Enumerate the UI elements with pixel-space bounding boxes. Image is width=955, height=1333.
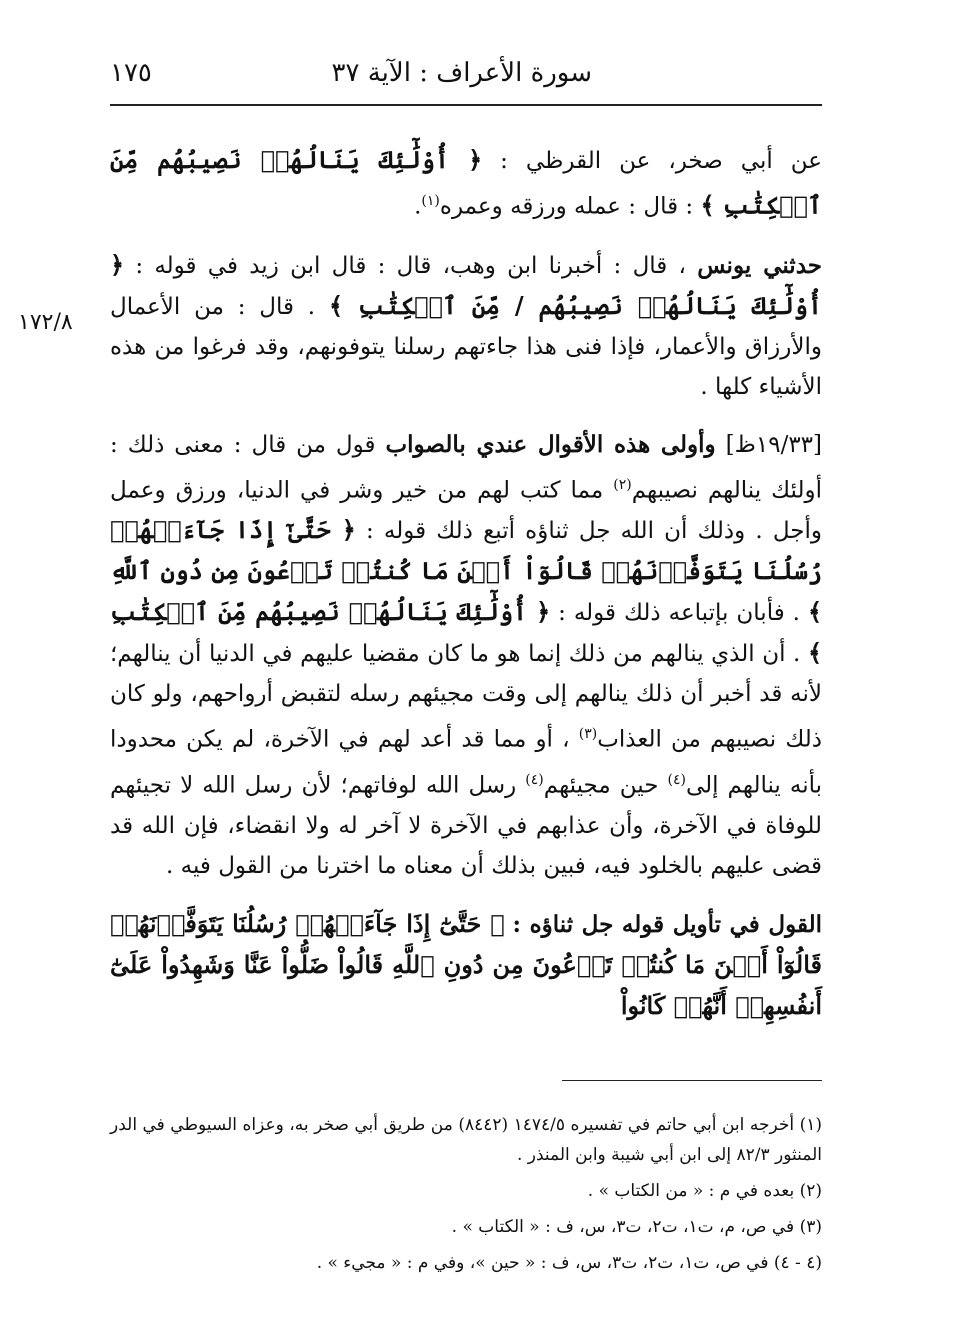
footnote-4: (٤ - ٤) في ص، ت١، ت٢، ت٣، س، ف : « حين »، وفي م : « مجيء » .: [316, 1253, 822, 1273]
page-number: ١٧٥: [110, 58, 152, 88]
footnotes: [110, 1110, 822, 1284]
footnote-ref-4-end: (٤): [525, 771, 544, 788]
p1-end: .: [414, 193, 422, 220]
footnote-2: (٢) بعده في م : « من الكتاب » .: [587, 1181, 822, 1201]
footnote-ref-3: (٣): [578, 726, 598, 743]
quran-quote: ﴿ حَتَّىٰٓ إِذَا جَآءَتۡهُمۡ رُسُلُنَا يَتَوَفَّوۡنَهُمۡ قَالُوٓاْ أَيۡنَ مَا كُنتُمۡ تَدۡعُونَ مِن دُونِ ٱللَّهِ قَالُواْ ضَلُّواْ عَنَّا وَشَهِدُواْ عَلَىٰٓ أَنفُسِهِمۡ أَنَّهُمۡ كَانُواْ: [110, 908, 822, 1020]
quran-quote: ﴿ أُوْلَٰٓئِكَ يَنَالُهُمۡ نَصِيبُهُم / مِّنَ ٱلۡكِتَٰبِ ﴾: [110, 249, 823, 320]
quran-quote: ﴿ أُوْلَٰٓئِكَ يَنَالُهُمۡ نَصِيبُهُم مِّنَ ٱلۡكِتَٰبِ ﴾: [110, 145, 822, 220]
footnote-1: (١) أخرجه ابن أبي حاتم في تفسيره ١٤٧٤/٥ (٨٤٤٢) من طريق أبي صخر به، وعزاه السيوطي في الدر المنثور ٨٢/٣ إلى ابن أبي شيبة وابن المنذر .: [110, 1115, 822, 1165]
paragraph-2: [110, 245, 822, 407]
header-rule: [110, 104, 822, 106]
isnad-lead: حدثني يونس: [697, 251, 822, 279]
p3-text-f: حين مجيئهم: [543, 772, 659, 799]
footnote-3: (٣) في ص، م، ت١، ت٢، ت٣، س، ف : « الكتاب » .: [451, 1217, 822, 1237]
p3-text-d: . أن الذي ينالهم من ذلك إنما هو ما كان مقضيا عليهم في الدنيا أن ينالهم؛ لأنه قد أخبر أن ذلك ينالهم إلى وقت مجيئهم رسله لتقبض أرواحهم، ولو كان ذلك نصيبهم من العذاب: [110, 641, 823, 753]
running-header: [110, 58, 822, 100]
paragraph-1: [110, 140, 822, 227]
p2-text-b: . قال : من الأعمال والأرزاق والأعمار، فإذا فنى هذا جاءتهم رسلنا يتوفونهم، وقد فرغوا من هذه الأشياء كلها .: [110, 293, 822, 400]
quran-quote: ﴿ أُوْلَٰٓئِكَ يَنَالُهُمۡ نَصِيبُهُم مِّنَ ٱلۡكِتَٰبِ ﴾: [110, 597, 822, 668]
footnote-rule: [562, 1080, 822, 1081]
p1-text-b: : قال : عمله ورزقه وعمره: [439, 193, 694, 220]
p1-text-a: عن أبي صخر، عن القرظي :: [500, 148, 822, 174]
manuscript-ref: [١٩/٣٣ظ]: [725, 431, 823, 458]
p3-text-g: رسل الله لوفاتهم؛ لأن رسل الله لا تجيئهم للوفاة في الآخرة، وأن عذابهم في الآخرة لا آخر له ولا انقضاء، فإن الله قد قضى عليهم بالخلود فيه، فبين بذلك أن معناه ما اخترنا من القول فيه .: [110, 772, 822, 879]
margin-reference: ١٧٢/٨: [18, 310, 73, 335]
header-title: سورة الأعراف : الآية ٣٧: [331, 58, 592, 88]
p3-text-c: . فأبان بإتباعه ذلك قوله :: [558, 600, 800, 627]
footnote-ref-2: (٢): [613, 476, 632, 493]
quran-quote: ﴿ حَتَّىٰٓ إِذَا جَآءَتۡهُمۡ رُسُلُنَا يَتَوَفَّوۡنَهُمۡ قَالُوٓاْ أَيۡنَ مَا كُنتُمۡ تَدۡعُونَ مِن دُونِ ٱللَّهِ ﴾: [110, 515, 822, 627]
p3-lead: وأولى هذه الأقوال عندي بالصواب: [385, 430, 716, 458]
p3-text-b: مما كتب لهم من خير وشر في الدنيا، ورزق وعمل وأجل . وذلك أن الله جل ثناؤه أتبع ذلك قوله :: [110, 477, 823, 545]
footnote-ref-4-start: (٤): [667, 771, 686, 788]
main-text: [110, 140, 822, 1045]
p3-text-e: ، أو مما قد أعد لهم في الآخرة، لم يكن محدودا بأنه ينالهم إلى: [110, 726, 823, 799]
p3-text-a: قول من قال : معنى ذلك : أولئك ينالهم نصيبهم: [110, 431, 823, 504]
footnote-ref-1: (١): [421, 193, 440, 209]
paragraph-3: [110, 425, 822, 886]
p2-text-a: ، قال : أخبرنا ابن وهب، قال : قال ابن زيد في قوله :: [135, 252, 686, 279]
paragraph-4: [110, 904, 822, 1027]
section-heading: القول في تأويل قوله جل ثناؤه :: [512, 910, 822, 938]
